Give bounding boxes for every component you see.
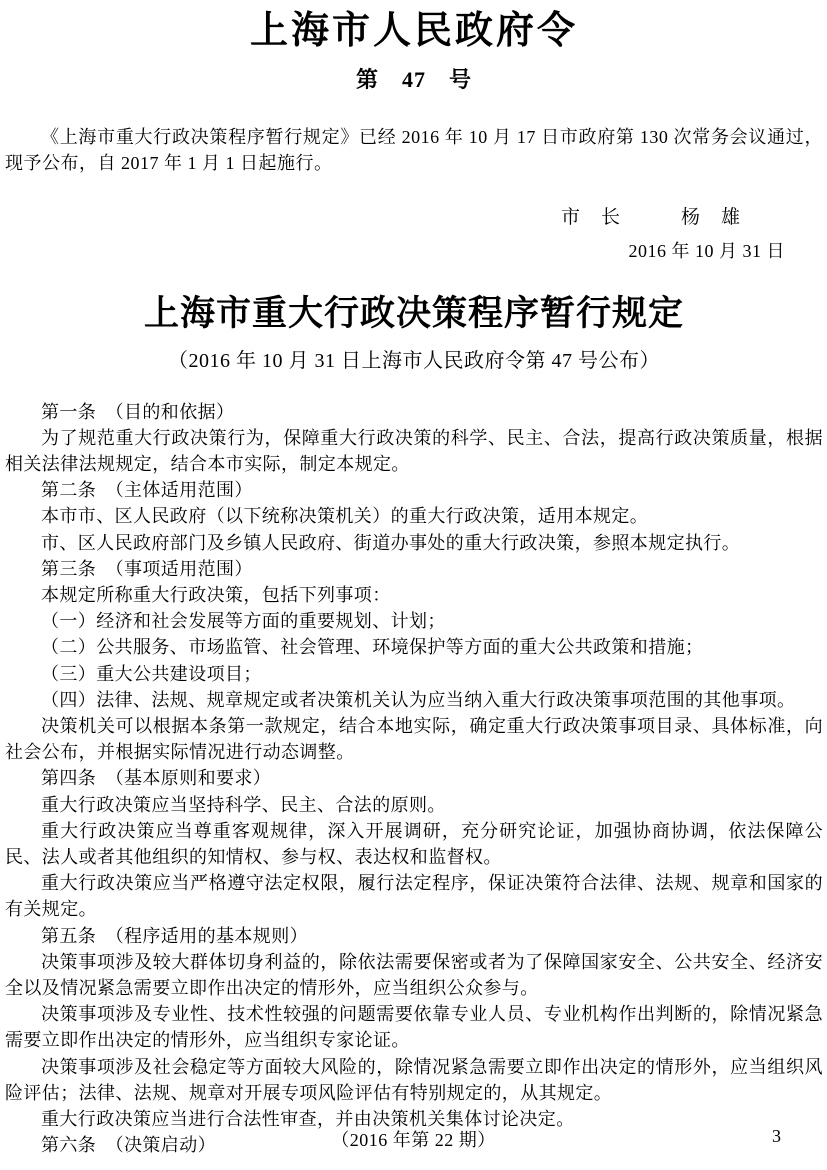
- body-paragraph: 决策事项涉及社会稳定等方面较大风险的，除情况紧急需要立即作出决定的情形外，应当组织风险评估；法律、法规、规章对开展专项风险评估有特别规定的，从其规定。: [5, 1056, 823, 1103]
- body-paragraph: 为了规范重大行政决策行为，保障重大行政决策的科学、民主、合法，提高行政决策质量，根据相关法律法规规定，结合本市实际，制定本规定。: [5, 427, 823, 474]
- body-paragraph: 第六条 （决策启动）: [41, 1135, 216, 1156]
- order-intro-paragraph: 《上海市重大行政决策程序暂行规定》已经 2016 年 10 月 17 日市政府第 130 次常务会议通过，现予公布，自 2017 年 1 月 1 日起施行。: [5, 126, 823, 173]
- order-number: 第 47 号: [355, 66, 472, 92]
- order-title: 上海市人民政府令: [249, 10, 578, 52]
- body-paragraph: 重大行政决策应当坚持科学、民主、合法的原则。: [41, 794, 446, 815]
- body-paragraph: （二）公共服务、市场监管、社会管理、环境保护等方面的重大公共政策和措施；: [41, 637, 704, 658]
- body-paragraph: 市、区人民政府部门及乡镇人民政府、街道办事处的重大行政决策，参照本规定执行。: [41, 532, 741, 553]
- signature-date: 2016 年 10 月 31 日: [628, 240, 785, 261]
- body-paragraph: 第五条 （程序适用的基本规则）: [41, 925, 308, 946]
- body-paragraph: 决策事项涉及专业性、技术性较强的问题需要依靠专业人员、专业机构作出判断的，除情况紧急需要立即作出决定的情形外，应当组织专家论证。: [5, 1004, 823, 1051]
- body-paragraph: 重大行政决策应当尊重客观规律，深入开展调研，充分研究论证，加强协商协调，依法保障公民、法人或者其他组织的知情权、参与权、表达权和监督权。: [5, 820, 823, 867]
- regulation-title: 上海市重大行政决策程序暂行规定: [143, 293, 684, 333]
- body-paragraph: （三）重大公共建设项目；: [41, 663, 262, 684]
- body-paragraph: （四）法律、法规、规章规定或者决策机关认为应当纳入重大行政决策事项范围的其他事项。: [41, 689, 796, 710]
- body-paragraph: （一）经济和社会发展等方面的重要规划、计划；: [41, 611, 446, 632]
- body-paragraph: 第三条 （事项适用范围）: [41, 558, 253, 579]
- issue-label: （2016 年第 22 期）: [331, 1130, 496, 1150]
- body-paragraph: 第一条 （目的和依据）: [41, 401, 235, 422]
- body-paragraph: 本市市、区人民政府（以下统称决策机关）的重大行政决策，适用本规定。: [41, 506, 649, 527]
- body-paragraph: 本规定所称重大行政决策，包括下列事项：: [41, 584, 391, 605]
- body-paragraph: 决策事项涉及较大群体切身利益的，除依法需要保密或者为了保障国家安全、公共安全、经济安全以及情况紧急需要立即作出决定的情形外，应当组织公众参与。: [5, 951, 823, 998]
- signature-block: [5, 202, 823, 263]
- body-paragraph: 重大行政决策应当进行合法性审查，并由决策机关集体讨论决定。: [41, 1108, 575, 1129]
- regulation-subtitle: （2016 年 10 月 31 日上海市人民政府令第 47 号公布）: [168, 349, 660, 372]
- body-paragraph: 第二条 （主体适用范围）: [41, 480, 253, 501]
- body-paragraph: 重大行政决策应当严格遵守法定权限，履行法定程序，保证决策符合法律、法规、规章和国家的有关规定。: [5, 873, 823, 920]
- page-number: 3: [772, 1126, 781, 1146]
- page-footer: [0, 1126, 827, 1150]
- regulation-body: [5, 399, 823, 1159]
- body-paragraph: 决策机关可以根据本条第一款规定，结合本地实际，确定重大行政决策事项目录、具体标准，向社会公布，并根据实际情况进行动态调整。: [5, 715, 823, 763]
- signer-line: 市 长 杨 雄: [560, 206, 741, 228]
- body-paragraph: 第四条 （基本原则和要求）: [41, 768, 272, 789]
